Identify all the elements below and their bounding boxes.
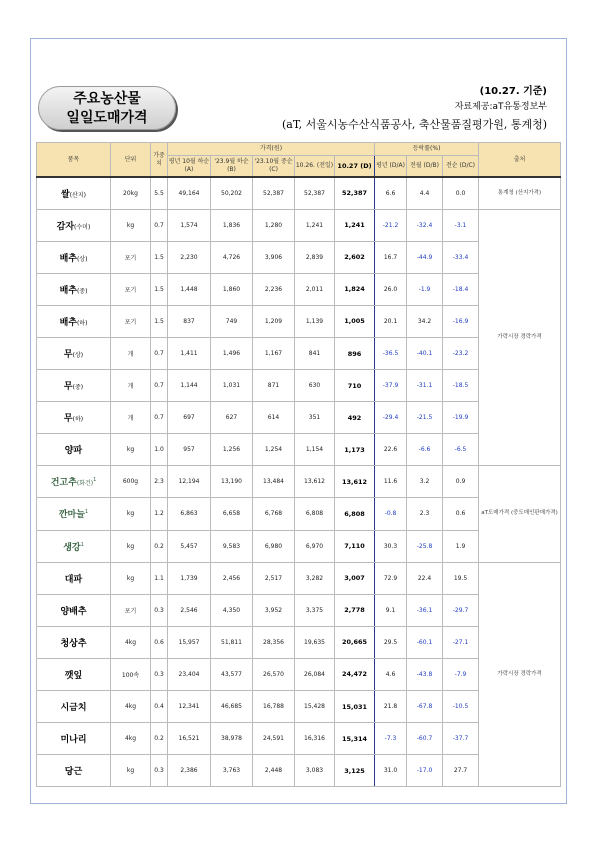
unit-cell: 600g [111,466,151,498]
weight-cell: 0.4 [151,691,168,723]
price-c-cell: 6,980 [253,530,295,562]
header-col-today: 10.27 (D) [335,156,375,178]
price-b-cell: 13,190 [211,466,253,498]
source-cell: 가락시장 경락가격 [479,209,561,466]
price-c-cell: 26,570 [253,658,295,690]
item-grade: (수미) [74,223,91,231]
price-c-cell: 871 [253,370,295,402]
item-name: 배추 [59,253,77,264]
change-ra-cell: 20.1 [375,305,407,337]
unit-cell: 포기 [111,241,151,273]
header-price-group: 가격(원) [168,143,375,156]
change-rc-cell: -23.2 [443,337,479,369]
title-badge [38,86,176,130]
item-name: 무 [63,382,73,393]
price-today-cell: 15,314 [335,723,375,755]
change-rb-cell: -40.1 [407,337,443,369]
unit-cell: 100속 [111,658,151,690]
change-ra-cell: 4.6 [375,658,407,690]
header-chg-c: 전순 (D/C) [443,156,479,178]
item-name-cell [37,241,111,273]
price-a-cell: 1,448 [168,273,211,305]
change-rc-cell: 0.6 [443,498,479,530]
change-ra-cell: 26.0 [375,273,407,305]
change-rc-cell: 19.5 [443,562,479,594]
price-d-cell: 6,970 [295,530,335,562]
price-today-cell: 1,005 [335,305,375,337]
change-rb-cell: -31.1 [407,370,443,402]
item-footnote: 1 [84,509,89,516]
item-name: 배추 [59,285,77,296]
price-today-cell: 13,612 [335,466,375,498]
item-name: 미나리 [60,735,87,746]
price-c-cell: 614 [253,402,295,434]
price-d-cell: 16,316 [295,723,335,755]
price-today-cell: 20,665 [335,626,375,658]
change-rc-cell: -18.4 [443,273,479,305]
item-name-cell [37,466,111,498]
table-body [37,177,561,787]
price-b-cell: 1,496 [211,337,253,369]
unit-cell: kg [111,498,151,530]
item-grade: (산지) [69,191,86,199]
change-rb-cell: -32.4 [407,209,443,241]
item-name: 양배추 [60,606,87,617]
change-ra-cell: 29.5 [375,626,407,658]
change-ra-cell: 30.3 [375,530,407,562]
change-ra-cell: -37.9 [375,370,407,402]
item-grade: (상) [76,255,88,263]
item-grade: (중) [76,287,88,295]
price-today-cell: 52,387 [335,177,375,209]
change-rc-cell: 0.0 [443,177,479,209]
price-d-cell: 351 [295,402,335,434]
price-d-cell: 13,612 [295,466,335,498]
price-b-cell: 4,350 [211,594,253,626]
change-ra-cell: 21.8 [375,691,407,723]
item-name-cell [37,755,111,787]
item-footnote: 1 [93,477,97,484]
weight-cell: 2.3 [151,466,168,498]
header-col-b: '23.9월 하순(B) [211,156,253,178]
header-chg-b: 전월 (D/B) [407,156,443,178]
price-c-cell: 1,209 [253,305,295,337]
price-d-cell: 15,428 [295,691,335,723]
price-c-cell: 1,280 [253,209,295,241]
data-sources: (aT, 서울시농수산식품공사, 축산물품질평가원, 통계청) [282,118,547,131]
item-name-cell [37,209,111,241]
item-name: 당근 [64,767,83,778]
weight-cell: 1.5 [151,241,168,273]
change-rb-cell: 34.2 [407,305,443,337]
change-rc-cell: -19.9 [443,402,479,434]
item-footnote: 1 [80,541,84,548]
change-rc-cell: -37.7 [443,723,479,755]
item-name-cell [37,305,111,337]
price-d-cell: 841 [295,337,335,369]
unit-cell: kg [111,209,151,241]
header-item: 품목 [37,143,111,178]
unit-cell: 개 [111,370,151,402]
change-rc-cell: -6.5 [443,434,479,466]
source-cell: aT도매가격 (중도매인판매가격) [479,466,561,562]
unit-cell: 포기 [111,594,151,626]
price-b-cell: 6,658 [211,498,253,530]
unit-cell: kg [111,562,151,594]
item-name: 쌀 [61,189,70,200]
price-today-cell: 1,173 [335,434,375,466]
data-provider: 자료제공:aT유통정보부 [454,102,547,112]
change-rc-cell: 0.9 [443,466,479,498]
item-name-cell [37,402,111,434]
change-rc-cell: -18.5 [443,370,479,402]
price-c-cell: 6,768 [253,498,295,530]
price-a-cell: 1,574 [168,209,211,241]
price-c-cell: 16,788 [253,691,295,723]
change-rc-cell: -29.7 [443,594,479,626]
item-name: 청상추 [60,638,87,649]
change-rb-cell: -25.8 [407,530,443,562]
weight-cell: 0.3 [151,594,168,626]
item-grade: (중) [72,384,84,392]
item-name: 깐마늘 [58,510,85,521]
weight-cell: 1.5 [151,305,168,337]
price-d-cell: 2,011 [295,273,335,305]
item-name-cell [37,530,111,562]
unit-cell: 포기 [111,273,151,305]
item-name-cell [37,691,111,723]
unit-cell: kg [111,530,151,562]
price-d-cell: 1,154 [295,434,335,466]
price-b-cell: 749 [211,305,253,337]
change-ra-cell: 22.6 [375,434,407,466]
source-cell: 통계청 (산지가격) [479,177,561,209]
price-c-cell: 3,906 [253,241,295,273]
price-d-cell: 19,635 [295,626,335,658]
price-today-cell: 1,824 [335,273,375,305]
item-name-cell [37,337,111,369]
price-today-cell: 2,602 [335,241,375,273]
item-name-cell [37,498,111,530]
change-ra-cell: -0.8 [375,498,407,530]
price-today-cell: 710 [335,370,375,402]
price-b-cell: 9,583 [211,530,253,562]
change-rb-cell: 3.2 [407,466,443,498]
price-today-cell: 896 [335,337,375,369]
item-name-cell [37,370,111,402]
price-d-cell: 6,808 [295,498,335,530]
change-ra-cell: -7.3 [375,723,407,755]
price-b-cell: 3,763 [211,755,253,787]
header-source: 출처 [479,143,561,178]
table-row [37,209,561,241]
weight-cell: 0.7 [151,370,168,402]
weight-cell: 1.2 [151,498,168,530]
unit-cell: 4kg [111,626,151,658]
title-line1: 주요농산물 [73,91,141,107]
item-name-cell [37,594,111,626]
price-d-cell: 26,084 [295,658,335,690]
price-c-cell: 2,448 [253,755,295,787]
price-a-cell: 957 [168,434,211,466]
price-b-cell: 4,726 [211,241,253,273]
header-unit: 단위 [111,143,151,178]
price-c-cell: 2,236 [253,273,295,305]
price-today-cell: 15,031 [335,691,375,723]
header-change-group: 등락률(%) [375,143,479,156]
price-b-cell: 51,811 [211,626,253,658]
change-ra-cell: 31.0 [375,755,407,787]
weight-cell: 0.6 [151,626,168,658]
weight-cell: 0.7 [151,209,168,241]
weight-cell: 1.5 [151,273,168,305]
change-ra-cell: -21.2 [375,209,407,241]
header-col-a: 평년 10월 하순(A) [168,156,211,178]
weight-cell: 0.7 [151,337,168,369]
price-c-cell: 28,356 [253,626,295,658]
change-rb-cell: -36.1 [407,594,443,626]
item-name-cell [37,562,111,594]
change-rb-cell: 22.4 [407,562,443,594]
change-ra-cell: 9.1 [375,594,407,626]
weight-cell: 0.3 [151,658,168,690]
price-d-cell: 52,387 [295,177,335,209]
item-grade: (하) [76,319,88,327]
price-today-cell: 3,007 [335,562,375,594]
price-a-cell: 2,546 [168,594,211,626]
title-line2: 일일도매가격 [66,110,148,126]
unit-cell: kg [111,755,151,787]
price-a-cell: 837 [168,305,211,337]
price-today-cell: 24,472 [335,658,375,690]
price-d-cell: 3,375 [295,594,335,626]
unit-cell: 개 [111,402,151,434]
price-a-cell: 49,164 [168,177,211,209]
price-c-cell: 3,952 [253,594,295,626]
price-a-cell: 12,341 [168,691,211,723]
item-name: 시금치 [60,703,87,714]
item-name-cell [37,658,111,690]
item-name: 무 [63,350,73,361]
price-b-cell: 627 [211,402,253,434]
item-grade: (하) [72,416,84,424]
price-a-cell: 5,457 [168,530,211,562]
change-rc-cell: 27.7 [443,755,479,787]
change-ra-cell: 6.6 [375,177,407,209]
change-ra-cell: 72.9 [375,562,407,594]
unit-cell: 개 [111,337,151,369]
price-c-cell: 1,167 [253,337,295,369]
header-weight: 가중치 [151,143,168,178]
price-c-cell: 52,387 [253,177,295,209]
change-ra-cell: 16.7 [375,241,407,273]
item-grade: (상) [72,352,84,360]
item-name-cell [37,273,111,305]
price-b-cell: 2,456 [211,562,253,594]
price-b-cell: 1,031 [211,370,253,402]
price-b-cell: 50,202 [211,177,253,209]
item-name: 감자 [56,221,75,232]
change-rb-cell: -17.0 [407,755,443,787]
weight-cell: 0.2 [151,723,168,755]
header-col-d: 10.26. (전일) [295,156,335,178]
price-c-cell: 13,484 [253,466,295,498]
price-b-cell: 1,256 [211,434,253,466]
weight-cell: 0.7 [151,402,168,434]
header-col-c: '23.10월 중순(C) [253,156,295,178]
price-table [36,142,561,787]
price-d-cell: 1,139 [295,305,335,337]
price-b-cell: 38,978 [211,723,253,755]
change-rb-cell: 2.3 [407,498,443,530]
change-rc-cell: -10.5 [443,691,479,723]
price-a-cell: 15,957 [168,626,211,658]
change-rc-cell: -3.1 [443,209,479,241]
date-label: (10.27. 기준) [479,86,547,97]
price-today-cell: 1,241 [335,209,375,241]
table-row [37,562,561,594]
weight-cell: 1.0 [151,434,168,466]
item-name-cell [37,626,111,658]
change-rc-cell: -16.9 [443,305,479,337]
price-a-cell: 12,194 [168,466,211,498]
price-a-cell: 1,411 [168,337,211,369]
price-a-cell: 1,739 [168,562,211,594]
change-rb-cell: -43.8 [407,658,443,690]
unit-cell: 20kg [111,177,151,209]
price-b-cell: 1,836 [211,209,253,241]
weight-cell: 5.5 [151,177,168,209]
table-row [37,466,561,498]
price-c-cell: 24,591 [253,723,295,755]
price-today-cell: 2,778 [335,594,375,626]
item-name: 건고추 [50,478,77,489]
weight-cell: 0.3 [151,755,168,787]
change-ra-cell: 11.6 [375,466,407,498]
price-a-cell: 697 [168,402,211,434]
item-name: 배추 [59,317,77,328]
change-rb-cell: -44.9 [407,241,443,273]
price-today-cell: 7,110 [335,530,375,562]
item-name: 대파 [64,574,83,585]
price-c-cell: 2,517 [253,562,295,594]
item-name: 무 [63,414,73,425]
price-b-cell: 43,577 [211,658,253,690]
price-b-cell: 1,860 [211,273,253,305]
unit-cell: 4kg [111,691,151,723]
price-d-cell: 1,241 [295,209,335,241]
change-rb-cell: 4.4 [407,177,443,209]
change-rb-cell: -60.1 [407,626,443,658]
price-a-cell: 6,863 [168,498,211,530]
price-a-cell: 2,386 [168,755,211,787]
price-a-cell: 1,144 [168,370,211,402]
change-rb-cell: -67.8 [407,691,443,723]
change-rb-cell: -21.5 [407,402,443,434]
price-c-cell: 1,254 [253,434,295,466]
change-rc-cell: 1.9 [443,530,479,562]
change-rb-cell: -6.6 [407,434,443,466]
item-name: 깻잎 [64,670,83,681]
header-chg-a: 평년 (D/A) [375,156,407,178]
price-a-cell: 2,230 [168,241,211,273]
price-a-cell: 23,404 [168,658,211,690]
weight-cell: 1.1 [151,562,168,594]
item-name: 생강 [63,542,81,553]
price-d-cell: 3,083 [295,755,335,787]
item-name-cell [37,434,111,466]
change-rc-cell: -27.1 [443,626,479,658]
price-today-cell: 492 [335,402,375,434]
change-rb-cell: -60.7 [407,723,443,755]
unit-cell: 4kg [111,723,151,755]
change-rc-cell: -7.9 [443,658,479,690]
price-d-cell: 3,282 [295,562,335,594]
item-name-cell [37,723,111,755]
price-a-cell: 16,521 [168,723,211,755]
price-today-cell: 6,808 [335,498,375,530]
price-d-cell: 630 [295,370,335,402]
change-ra-cell: -36.5 [375,337,407,369]
table-row [37,177,561,209]
source-cell: 가락시장 경락가격 [479,562,561,787]
item-grade: (화건) [76,480,94,488]
price-d-cell: 2,839 [295,241,335,273]
unit-cell: 포기 [111,305,151,337]
item-name-cell [37,177,111,209]
change-rc-cell: -33.4 [443,241,479,273]
price-today-cell: 3,125 [335,755,375,787]
item-name: 양파 [64,446,83,457]
unit-cell: kg [111,434,151,466]
price-b-cell: 46,685 [211,691,253,723]
change-rb-cell: -1.9 [407,273,443,305]
change-ra-cell: -29.4 [375,402,407,434]
weight-cell: 0.2 [151,530,168,562]
